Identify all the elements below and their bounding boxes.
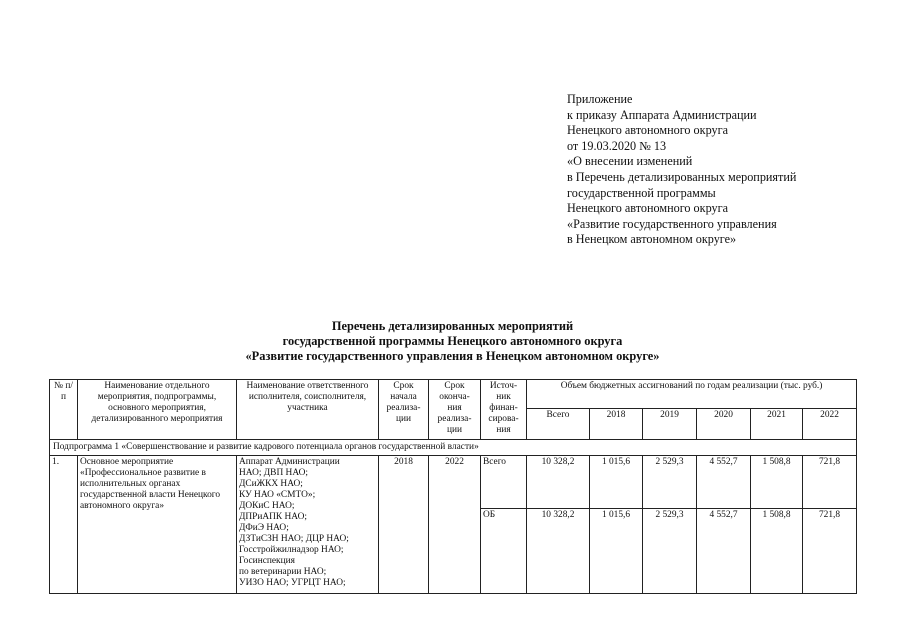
executor-line: КУ НАО «СМТО»; (239, 490, 316, 500)
subprogram-title: Подпрограмма 1 «Совершенствование и развитие кадрового потенциала органов государственной власти» (50, 440, 857, 456)
executor-line: Госстройжилнадзор НАО; (239, 545, 344, 555)
row-end: 2022 (429, 456, 481, 594)
executor-line: ДСиЖКХ НАО; (239, 479, 303, 489)
row-executors (237, 456, 379, 594)
header-year: 2020 (697, 409, 751, 440)
executor-line: ДОКиС НАО; (239, 501, 295, 511)
header-year: 2018 (590, 409, 643, 440)
value-cell: 721,8 (803, 509, 857, 594)
header-source: Источ- ник финан- сирова- ния (481, 380, 527, 440)
value-cell: 721,8 (803, 456, 857, 509)
value-cell: 10 328,2 (527, 456, 590, 509)
appendix-line: «Развитие государственного управления (567, 216, 777, 231)
appendix-line: к приказу Аппарата Администрации (567, 107, 757, 122)
appendix-line: Ненецкого автономного округа (567, 201, 729, 216)
subprogram-row (50, 440, 857, 456)
appendix-line: государственной программы (567, 185, 716, 200)
document-title (0, 319, 905, 364)
row-num: 1. (50, 456, 78, 594)
title-line-1: Перечень детализированных мероприятий (331, 319, 574, 333)
measures-table (49, 379, 857, 594)
row-source-ob: ОБ (481, 509, 527, 594)
table-header-row (50, 380, 857, 409)
executor-line: Аппарат Администрации (239, 457, 340, 467)
executor-line: ДЗТиСЗН НАО; ДЦР НАО; (239, 534, 349, 544)
header-executor: Наименование ответственного исполнителя, соисполнителя, участника (237, 380, 379, 440)
appendix-line: в Перечень детализированных мероприятий (567, 169, 797, 184)
header-year: 2019 (643, 409, 697, 440)
value-cell: 1 015,6 (590, 456, 643, 509)
appendix-line: от 19.03.2020 № 13 (567, 138, 667, 153)
row-start: 2018 (379, 456, 429, 594)
table-row (50, 456, 857, 509)
header-budget: Объем бюджетных ассигнований по годам реализации (тыс. руб.) (527, 380, 857, 409)
executor-line: ДПРиАПК НАО; (239, 512, 307, 522)
header-name: Наименование отдельного мероприятия, подпрограммы, основного мероприятия, детализированного мероприятия (78, 380, 237, 440)
header-year: 2022 (803, 409, 857, 440)
row-source-total: Всего (481, 456, 527, 509)
executor-line: НАО; ДВП НАО; (239, 468, 309, 478)
value-cell: 1 508,8 (751, 456, 803, 509)
value-cell: 10 328,2 (527, 509, 590, 594)
executor-line: Госинспекция (239, 556, 295, 566)
value-cell: 2 529,3 (643, 456, 697, 509)
header-year: 2021 (751, 409, 803, 440)
title-line-2: государственной программы Ненецкого автономного округа (282, 334, 623, 348)
header-start: Срок начала реализа- ции (379, 380, 429, 440)
appendix-line: «О внесении изменений (567, 154, 693, 169)
executor-line: ДФиЭ НАО; (239, 523, 289, 533)
executor-line: по ветеринарии НАО; (239, 567, 327, 577)
title-line-3: «Развитие государственного управления в Ненецком автономном округе» (245, 349, 660, 363)
value-cell: 4 552,7 (697, 509, 751, 594)
value-cell: 2 529,3 (643, 509, 697, 594)
appendix-line: в Ненецком автономном округе» (567, 232, 737, 247)
value-cell: 4 552,7 (697, 456, 751, 509)
executor-line: УИЗО НАО; УГРЦТ НАО; (239, 578, 346, 588)
appendix-line: Приложение (567, 92, 633, 106)
appendix-header (567, 92, 796, 248)
header-num: № п/п (50, 380, 78, 440)
value-cell: 1 508,8 (751, 509, 803, 594)
row-name: Основное мероприятие «Профессиональное развитие в исполнительных органах государственной власти Ненецкого автономного округа» (78, 456, 237, 594)
header-end: Срок оконча- ния реализа- ции (429, 380, 481, 440)
appendix-line: Ненецкого автономного округа (567, 123, 729, 138)
header-year-total: Всего (527, 409, 590, 440)
value-cell: 1 015,6 (590, 509, 643, 594)
